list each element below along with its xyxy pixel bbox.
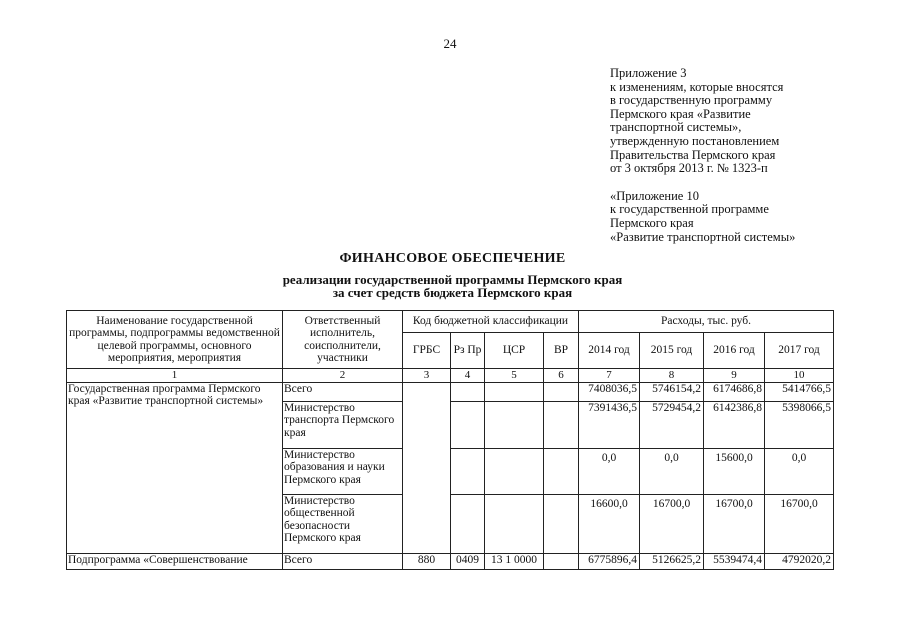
header-2014: 2014 год [579,333,640,369]
reference-line: «Развитие транспортной системы» [610,229,796,244]
reference-line: к государственной программе [610,202,769,217]
value-2017-cell: 5414766,5 [765,382,834,401]
header-2016: 2016 год [704,333,765,369]
value-2015-cell: 5126625,2 [640,553,704,569]
column-number: 10 [765,369,834,383]
financing-table [66,310,834,570]
column-number: 9 [704,369,765,383]
executor-cell: Министерство образования и науки Пермского края [283,448,403,494]
header-rzpr: Рз Пр [451,333,485,369]
executor-cell: Всего [283,382,403,401]
rzpr-cell [451,382,485,401]
value-2016-cell: 6142386,8 [704,401,765,448]
appendix-line: от 3 октября 2013 г. № 1323-п [610,161,768,176]
value-2015-cell: 16700,0 [640,494,704,553]
column-number: 8 [640,369,704,383]
table-row [67,382,834,401]
appendix-line: в государственную программу [610,93,773,108]
header-budget-code: Код бюджетной классификации [403,311,579,333]
csr-cell [485,401,544,448]
value-2017-cell: 16700,0 [765,494,834,553]
column-number: 1 [67,369,283,383]
csr-cell [485,494,544,553]
column-number: 4 [451,369,485,383]
value-2016-cell: 6174686,8 [704,382,765,401]
appendix-line: утвержденную постановлением [610,133,780,148]
header-name: Наименование государственной программы, подпрограммы ведомственной целевой программы, основного мероприятия, мероприятия [67,311,283,369]
column-number: 5 [485,369,544,383]
vr-cell [544,382,579,401]
value-2015-cell: 5729454,2 [640,401,704,448]
column-number: 7 [579,369,640,383]
header-2017: 2017 год [765,333,834,369]
header-expenses: Расходы, тыс. руб. [579,311,834,333]
value-2016-cell: 15600,0 [704,448,765,494]
executor-cell: Министерство транспорта Пермского края [283,401,403,448]
appendix-line: Пермского края «Развитие [610,106,751,121]
value-2014-cell: 16600,0 [579,494,640,553]
appendix-block [610,67,890,244]
vr-cell [544,553,579,569]
subprogram-name-cell: Подпрограмма «Совершенствование [67,553,283,569]
table-row [67,553,834,569]
column-number: 6 [544,369,579,383]
grbs-cell [403,382,451,553]
column-number: 2 [283,369,403,383]
header-2015: 2015 год [640,333,704,369]
appendix-line: к изменениям, которые вносятся [610,79,784,94]
header-grbs: ГРБС [403,333,451,369]
value-2017-cell: 4792020,2 [765,553,834,569]
value-2015-cell: 5746154,2 [640,382,704,401]
vr-cell [544,494,579,553]
header-vr: ВР [544,333,579,369]
rzpr-cell: 0409 [451,553,485,569]
header-executor: Ответственный исполнитель, соисполнители, участники [283,311,403,369]
value-2014-cell: 7391436,5 [579,401,640,448]
appendix-line: Приложение 3 [610,66,687,80]
value-2017-cell: 0,0 [765,448,834,494]
vr-cell [544,448,579,494]
value-2014-cell: 7408036,5 [579,382,640,401]
reference-line: «Приложение 10 [610,188,699,203]
value-2017-cell: 5398066,5 [765,401,834,448]
spacer [610,176,890,190]
rzpr-cell [451,448,485,494]
document-subtitle: реализации государственной программы Пермского края [282,272,623,287]
grbs-cell: 880 [403,553,451,569]
reference-line: Пермского края [610,215,694,230]
rzpr-cell [451,494,485,553]
executor-cell: Всего [283,553,403,569]
csr-cell [485,382,544,401]
program-name-cell: Государственная программа Пермского края «Развитие транспортной системы» [67,382,283,553]
column-number: 3 [403,369,451,383]
csr-cell [485,448,544,494]
appendix-line: Правительства Пермского края [610,147,776,162]
appendix-line: транспортной системы», [610,120,742,135]
value-2016-cell: 16700,0 [704,494,765,553]
value-2014-cell: 6775896,4 [579,553,640,569]
document-title: ФИНАНСОВОЕ ОБЕСПЕЧЕНИЕ [339,251,566,266]
rzpr-cell [451,401,485,448]
page-number: 24 [443,36,457,51]
header-csr: ЦСР [485,333,544,369]
value-2016-cell: 5539474,4 [704,553,765,569]
value-2015-cell: 0,0 [640,448,704,494]
document-subtitle: за счет средств бюджета Пермского края [332,285,573,300]
csr-cell: 13 1 0000 [485,553,544,569]
value-2014-cell: 0,0 [579,448,640,494]
vr-cell [544,401,579,448]
executor-cell: Министерство общественной безопасности Пермского края [283,494,403,553]
